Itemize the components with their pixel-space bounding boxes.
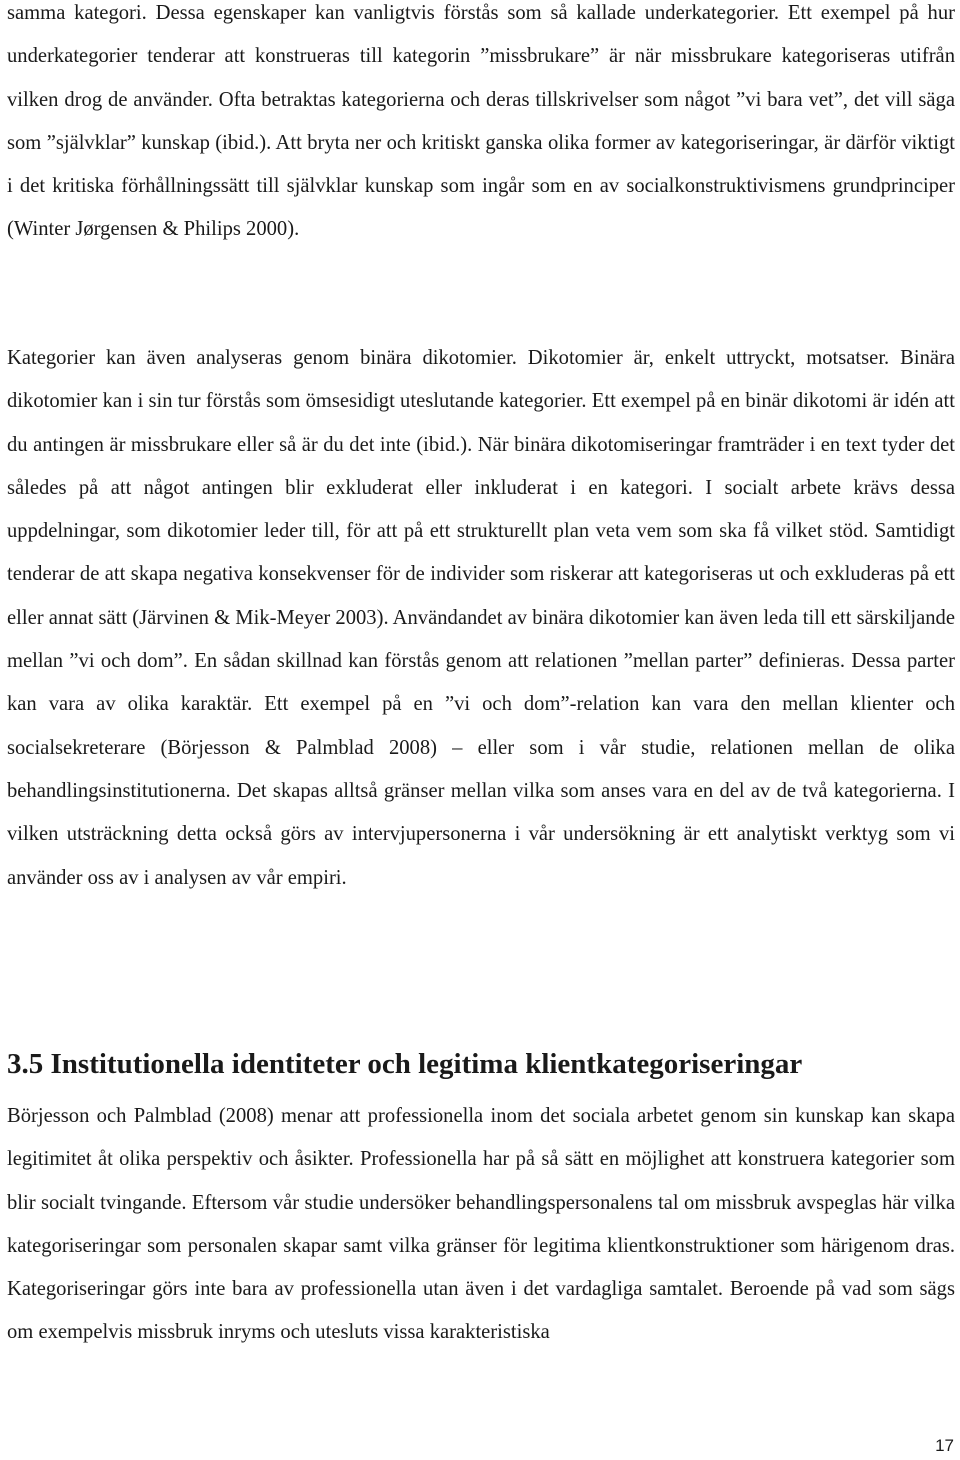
section-heading: 3.5 Institutionella identiteter och legitima klientkategoriseringar: [7, 1048, 803, 1080]
body-paragraph-institutional: Börjesson och Palmblad (2008) menar att professionella inom det sociala arbetet genom sin kunskap kan skapa legitimitet åt olika perspektiv och åsikter. Professionella har på så sätt en möjlighet att konstruera kategorier som blir socialt tvingande. Eftersom vår studie undersöker behandlingspersonalens tal om missbruk avspeglas här vilka kategoriseringar som personalen skapar samt vilka gränser för legitima klientkonstruktioner som härigenom dras. Kategoriseringar görs inte bara av professionella utan även i det vardagliga samtalet. Beroende på vad som sägs om exempelvis missbruk inryms och utesluts vissa karakteristiska: [7, 1105, 955, 1344]
body-paragraph-dichotomies: Kategorier kan även analyseras genom binära dikotomier. Dikotomier är, enkelt uttryckt, motsatser. Binära dikotomier kan i sin tur förstås som ömsesidigt uteslutande kategorier. Ett exempel på en binär dikotomi är idén att du antingen är missbrukare eller så är du det inte (ibid.). När binära dikotomiseringar framträder i en text tyder det således på att något antingen blir exkluderat eller inkluderat i en kategori. I socialt arbete krävs dessa uppdelningar, som dikotomier leder till, för att på ett strukturellt plan veta vem som ska få vilket stöd. Samtidigt tenderar de att skapa negativa konsekvenser för de individer som riskerar att kategoriseras ut och exkluderas på ett eller annat sätt (Järvinen & Mik-Meyer 2003). Användandet av binära dikotomier kan även leda till ett särskiljande mellan ”vi och dom”. En sådan skillnad kan förstås genom att relationen ”mellan parter” definieras. Dessa parter kan vara av olika karaktär. Ett exempel på en ”vi och dom”-relation kan vara den mellan klienter och socialsekreterare (Börjesson & Palmblad 2008) – eller som i vår studie, relationen mellan de olika behandlingsinstitutionerna. Det skapas alltså gränser mellan vilka som anses vara en del av de två kategorierna. I vilken utsträckning detta också görs av intervjupersonerna i vår undersökning är ett analytiskt verktyg som vi använder oss av i analysen av vår empiri.: [7, 347, 955, 889]
page-number: 17: [935, 1436, 954, 1455]
body-paragraph-categories: samma kategori. Dessa egenskaper kan vanligtvis förstås som så kallade underkategorier. Ett exempel på hur underkategorier tenderar att konstrueras till kategorin ”missbrukare” är när missbrukare kategoriseras utifrån vilken drog de använder. Ofta betraktas kategorierna och deras tillskrivelser som något ”vi bara vet”, det vill säga som ”självklar” kunskap (ibid.). Att bryta ner och kritiskt ganska olika former av kategoriseringar, är därför viktigt i det kritiska förhållningssätt till självklar kunskap som ingår som en av socialkonstruktivismens grundprinciper (Winter Jørgensen & Philips 2000).: [7, 2, 955, 241]
